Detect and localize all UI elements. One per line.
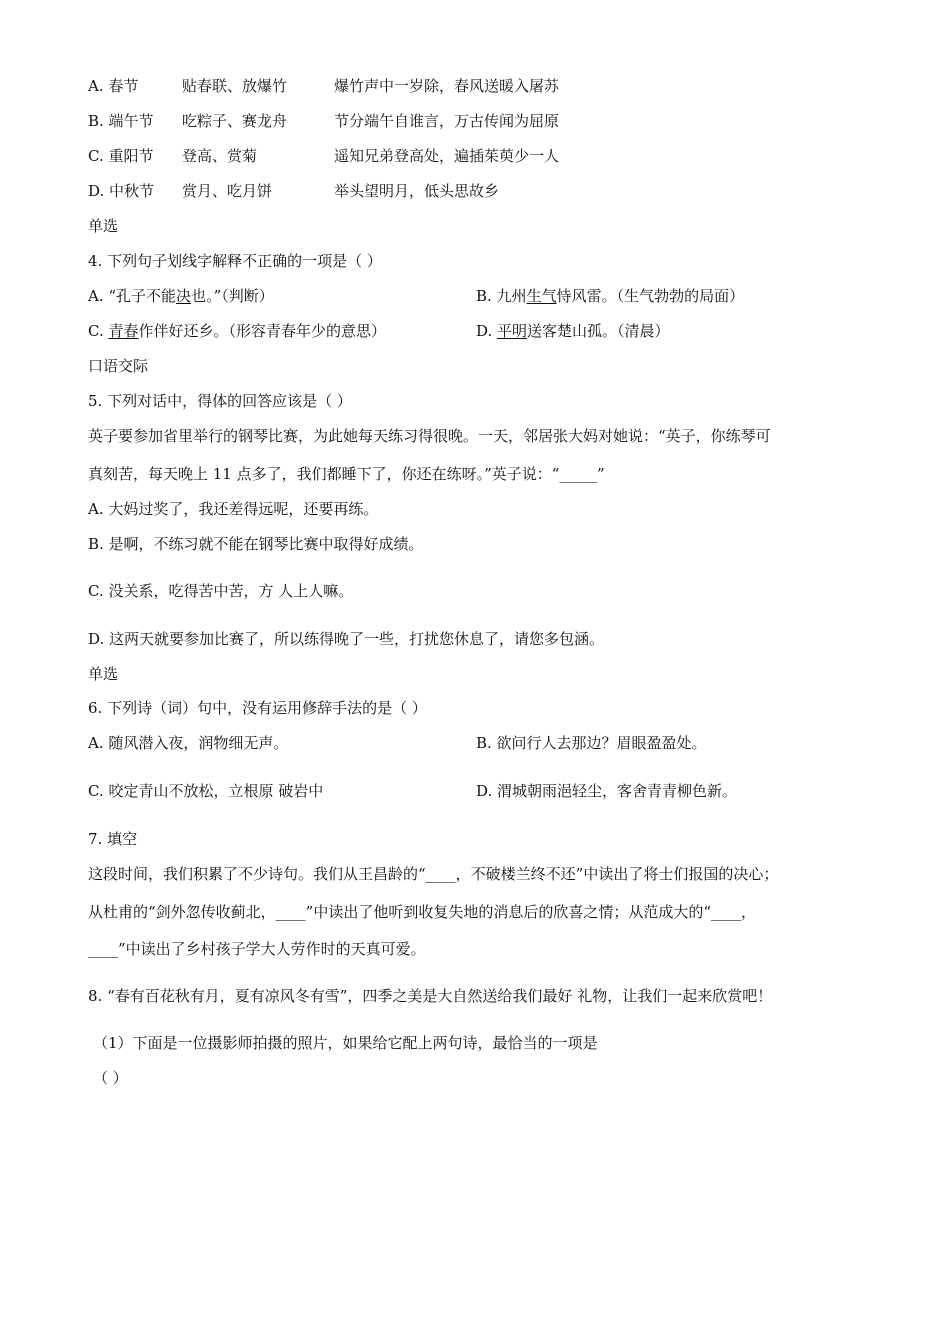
q3-option-c-label: C. 重阳节 bbox=[88, 147, 154, 165]
q4-c-pre: C. bbox=[88, 322, 109, 340]
q4-stem: 4. 下列句子划线字解释不正确的一项是（ ） bbox=[88, 252, 382, 270]
q8-subquestion-1-answer-paren: （ ） bbox=[93, 1069, 128, 1087]
q8-subquestion-1: （1）下面是一位摄影师拍摄的照片，如果给它配上两句诗，最恰当的一项是 bbox=[93, 1034, 598, 1052]
q4-option-b bbox=[476, 286, 744, 306]
q6-option-c: C. 咬定青山不放松，立根原 破岩中 bbox=[88, 782, 324, 800]
q4-a-pre: A. “孔子不能 bbox=[88, 287, 177, 305]
question-type-tag: 单选 bbox=[88, 217, 119, 235]
q3-option-a-poem: 爆竹声中一岁除，春风送暖入屠苏 bbox=[334, 77, 560, 95]
q4-option-c bbox=[88, 321, 386, 341]
q5-option-a: A. 大妈过奖了，我还差得远呢，还要再练。 bbox=[88, 500, 379, 518]
q5-option-d: D. 这两天就要参加比赛了，所以练得晚了一些，打扰您休息了，请您多包涵。 bbox=[88, 630, 605, 648]
q6-stem: 6. 下列诗（词）句中，没有运用修辞手法的是（ ） bbox=[88, 699, 427, 717]
q3-option-a-custom: 贴春联、放爆竹 bbox=[182, 77, 288, 95]
q3-option-c-poem: 遥知兄弟登高处，遍插茱萸少一人 bbox=[334, 147, 560, 165]
q4-c-post: 作伴好还乡。（形容青春年少的意思） bbox=[138, 322, 387, 340]
q3-option-d-poem: 举头望明月，低头思故乡 bbox=[334, 182, 500, 200]
q3-option-d-custom: 赏月、吃月饼 bbox=[182, 182, 273, 200]
q4-b-post: 恃风雷。（生气勃勃的局面） bbox=[556, 287, 745, 305]
q3-option-d-label: D. 中秋节 bbox=[88, 182, 155, 200]
question-type-tag-2: 单选 bbox=[88, 665, 119, 683]
q7-line-1: 这段时间，我们积累了不少诗句。我们从王昌龄的“____，不破楼兰终不还”中读出了将士们报国的决心； bbox=[88, 865, 779, 883]
q5-stem: 5. 下列对话中，得体的回答应该是（ ） bbox=[88, 392, 352, 410]
q4-a-post: 也。”（判断） bbox=[191, 287, 274, 305]
q8-stem: 8. “春有百花秋有月，夏有凉风冬有雪”，四季之美是大自然送给我们最好 礼物，让我们一起来欣赏吧！ bbox=[88, 987, 773, 1005]
q4-d-post: 送客楚山孤。（清晨） bbox=[527, 322, 670, 340]
q4-b-pre: B. 九州 bbox=[476, 287, 527, 305]
q4-option-d bbox=[476, 321, 670, 341]
q6-option-d: D. 渭城朝雨浥轻尘，客舍青青柳色新。 bbox=[476, 782, 738, 800]
q7-line-2: 从杜甫的“剑外忽传收蓟北，____”中读出了他听到收复失地的消息后的欣喜之情；从范成大的“____， bbox=[88, 903, 757, 921]
q3-option-b-label: B. 端午节 bbox=[88, 112, 154, 130]
section-heading-oral: 口语交际 bbox=[88, 357, 149, 375]
q6-option-a: A. 随风潜入夜，润物细无声。 bbox=[88, 734, 289, 752]
q3-option-c-custom: 登高、赏菊 bbox=[182, 147, 258, 165]
q4-a-underlined: 决 bbox=[176, 287, 192, 305]
q4-d-underlined: 平明 bbox=[497, 322, 528, 340]
q6-option-b: B. 欲问行人去那边？眉眼盈盈处。 bbox=[476, 734, 707, 752]
q3-option-b-custom: 吃粽子、赛龙舟 bbox=[182, 112, 288, 130]
q4-c-underlined: 青春 bbox=[108, 322, 139, 340]
q5-passage-line-1: 英子要参加省里举行的钢琴比赛，为此她每天练习得很晚。一天，邻居张大妈对她说：“英子，你练琴可 bbox=[88, 427, 771, 445]
q7-stem: 7. 填空 bbox=[88, 830, 138, 848]
q4-d-pre: D. bbox=[476, 322, 498, 340]
q4-option-a bbox=[88, 286, 274, 306]
q3-option-a-label: A. 春节 bbox=[88, 77, 139, 95]
q5-passage-line-2: 真刻苦，每天晚上 11 点多了，我们都睡下了，你还在练呀。”英子说：“_____” bbox=[88, 465, 605, 483]
q3-option-b-poem: 节分端午自谁言，万古传闻为屈原 bbox=[334, 112, 560, 130]
q4-b-underlined: 生气 bbox=[526, 287, 557, 305]
q5-option-b: B. 是啊，不练习就不能在钢琴比赛中取得好成绩。 bbox=[88, 535, 424, 553]
q7-line-3: ____”中读出了乡村孩子学大人劳作时的天真可爱。 bbox=[88, 940, 426, 958]
q5-option-c: C. 没关系，吃得苦中苦，方 人上人嘛。 bbox=[88, 582, 354, 600]
